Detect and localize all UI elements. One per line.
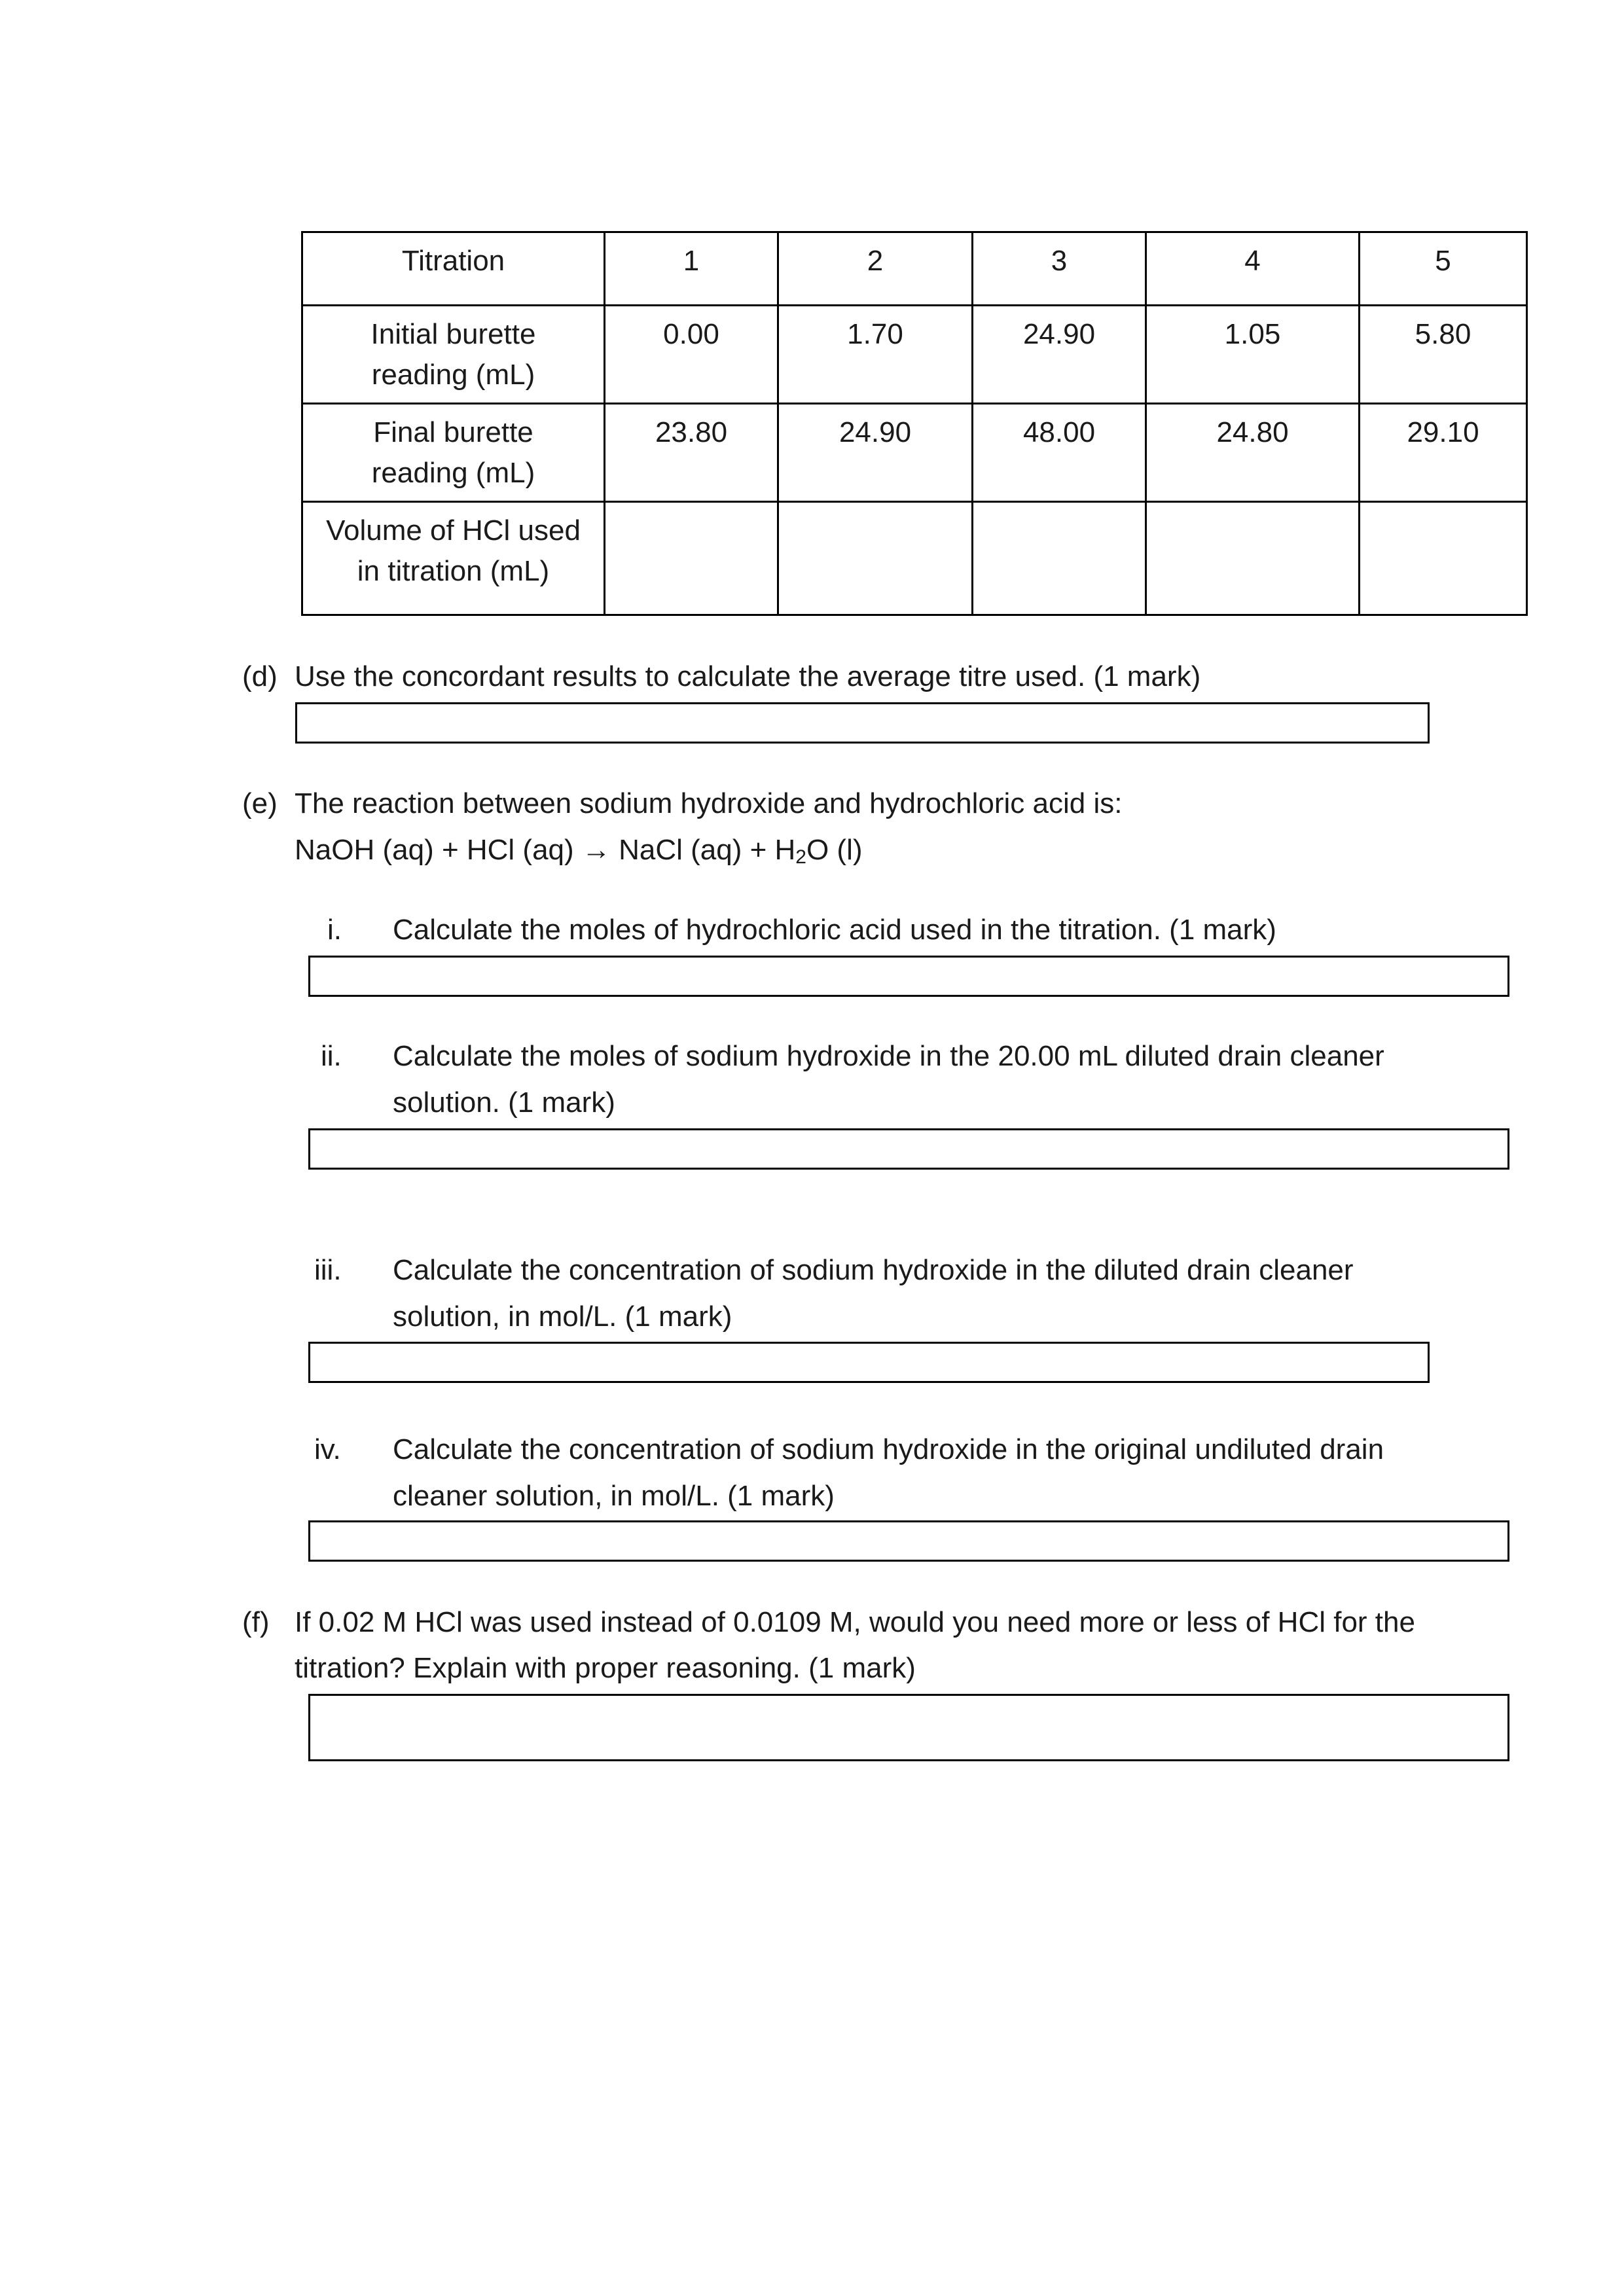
- part-ii-text-line1: Calculate the moles of sodium hydroxide in the 20.00 mL diluted drain cleaner: [393, 1040, 1384, 1072]
- row-label: [302, 306, 605, 404]
- row-label-line: in titration (mL): [357, 555, 550, 587]
- table-cell: 24.90: [973, 306, 1146, 404]
- table-cell: 48.00: [973, 404, 1146, 502]
- table-cell: 23.80: [605, 404, 778, 502]
- header-cell: 5: [1360, 232, 1527, 306]
- answer-box-e-iii[interactable]: [308, 1342, 1430, 1383]
- header-cell: 3: [973, 232, 1146, 306]
- equation-subscript: 2: [795, 846, 806, 868]
- table-cell: 24.90: [778, 404, 973, 502]
- answer-box-e-i[interactable]: [308, 956, 1509, 997]
- volume-input-cell[interactable]: [605, 502, 778, 615]
- question-e-intro: The reaction between sodium hydroxide and hydrochloric acid is:: [295, 787, 1123, 819]
- part-i-number: i.: [327, 914, 342, 946]
- table-cell: 1.05: [1146, 306, 1360, 404]
- table-row-initial: [302, 306, 1527, 404]
- row-label-line: Volume of HCl used: [326, 514, 581, 547]
- part-iv-text-line2: cleaner solution, in mol/L. (1 mark): [393, 1480, 835, 1512]
- part-iii-text-line2: solution, in mol/L. (1 mark): [393, 1300, 732, 1333]
- question-f-text-line2: titration? Explain with proper reasoning. (1 mark): [295, 1652, 916, 1684]
- table-row-final: [302, 404, 1527, 502]
- question-e-letter: (e): [242, 787, 278, 819]
- table-cell: 1.70: [778, 306, 973, 404]
- volume-input-cell[interactable]: [778, 502, 973, 615]
- table-cell: 0.00: [605, 306, 778, 404]
- answer-box-e-iv[interactable]: [308, 1520, 1509, 1562]
- question-d-letter: (d): [242, 660, 278, 692]
- equation-tail: O (l): [806, 834, 863, 866]
- part-iii-text-line1: Calculate the concentration of sodium hydroxide in the diluted drain cleaner: [393, 1254, 1354, 1286]
- equation-main: NaOH (aq) + HCl (aq) → NaCl (aq) + H: [295, 834, 796, 866]
- row-label-line: reading (mL): [371, 457, 535, 489]
- volume-input-cell[interactable]: [1146, 502, 1360, 615]
- part-iv-number: iv.: [314, 1433, 341, 1465]
- table-cell: 29.10: [1360, 404, 1527, 502]
- answer-box-e-ii[interactable]: [308, 1128, 1509, 1170]
- row-label-line: reading (mL): [371, 359, 535, 391]
- table-cell: 5.80: [1360, 306, 1527, 404]
- table-cell: 24.80: [1146, 404, 1360, 502]
- answer-box-d[interactable]: [295, 702, 1430, 744]
- row-label-line: Final burette: [373, 416, 533, 448]
- answer-box-f[interactable]: [308, 1694, 1509, 1761]
- header-cell: 4: [1146, 232, 1360, 306]
- volume-input-cell[interactable]: [973, 502, 1146, 615]
- row-label-line: Initial burette: [370, 318, 536, 350]
- header-cell: Titration: [302, 232, 605, 306]
- row-label: [302, 404, 605, 502]
- part-ii-text-line2: solution. (1 mark): [393, 1086, 615, 1119]
- question-d-text: Use the concordant results to calculate the average titre used. (1 mark): [295, 660, 1201, 692]
- table-row-volume: [302, 502, 1527, 615]
- part-iv-text-line1: Calculate the concentration of sodium hydroxide in the original undiluted drain: [393, 1433, 1384, 1465]
- question-f-text-line1: If 0.02 M HCl was used instead of 0.0109 M, would you need more or less of HCl for the: [295, 1606, 1415, 1638]
- reaction-equation: [295, 827, 863, 873]
- question-f-letter: (f): [242, 1606, 270, 1638]
- part-i-text: Calculate the moles of hydrochloric acid used in the titration. (1 mark): [393, 914, 1276, 946]
- header-cell: 2: [778, 232, 973, 306]
- table-header-row: [302, 232, 1527, 306]
- volume-input-cell[interactable]: [1360, 502, 1527, 615]
- header-cell: 1: [605, 232, 778, 306]
- titration-table: [301, 231, 1528, 616]
- part-iii-number: iii.: [314, 1254, 342, 1286]
- part-ii-number: ii.: [321, 1040, 342, 1072]
- row-label: [302, 502, 605, 615]
